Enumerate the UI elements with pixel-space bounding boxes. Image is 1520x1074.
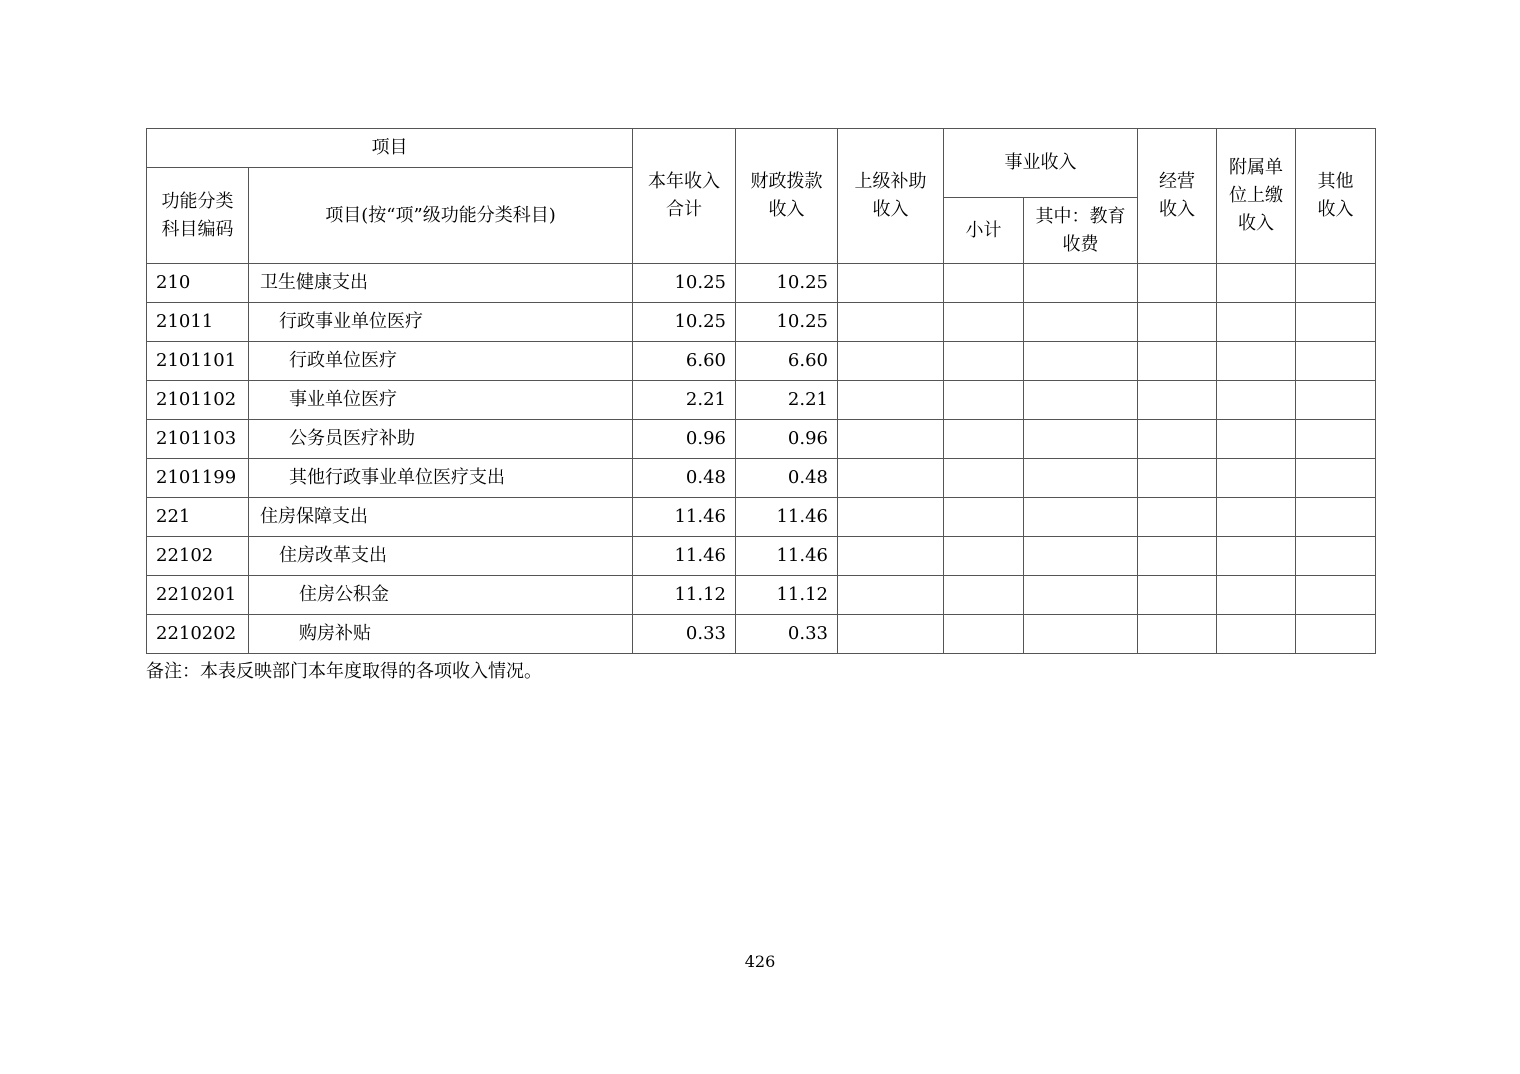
header-business-income: 事业收入 [944, 129, 1138, 198]
empty-cell [1024, 420, 1138, 459]
row-total: 6.60 [633, 342, 736, 381]
page-number: 426 [744, 952, 776, 971]
row-code: 2101101 [147, 342, 249, 381]
row-total: 10.25 [633, 303, 736, 342]
table-row [147, 420, 1376, 459]
row-fiscal: 2.21 [736, 381, 838, 420]
header-superior-subsidy: 上级补助 收入 [838, 129, 944, 264]
empty-cell [1296, 342, 1376, 381]
row-code: 2101199 [147, 459, 249, 498]
empty-cell [1024, 381, 1138, 420]
header-fiscal-income: 财政拨款 收入 [736, 129, 838, 264]
table-row [147, 615, 1376, 654]
table-row [147, 459, 1376, 498]
row-fiscal: 6.60 [736, 342, 838, 381]
empty-cell [1024, 264, 1138, 303]
empty-cell [1217, 498, 1296, 537]
empty-cell [838, 576, 944, 615]
row-fiscal: 10.25 [736, 264, 838, 303]
empty-cell [1217, 459, 1296, 498]
empty-cell [1138, 303, 1217, 342]
row-total: 0.96 [633, 420, 736, 459]
row-code: 2101102 [147, 381, 249, 420]
empty-cell [1024, 342, 1138, 381]
empty-cell [1296, 576, 1376, 615]
row-name: 住房改革支出 [249, 537, 633, 576]
row-name: 购房补贴 [249, 615, 633, 654]
header-education-fee: 其中：教育 收费 [1024, 198, 1138, 264]
table-row [147, 264, 1376, 303]
empty-cell [1138, 342, 1217, 381]
empty-cell [1217, 615, 1296, 654]
row-name: 其他行政事业单位医疗支出 [249, 459, 633, 498]
row-name: 住房公积金 [249, 576, 633, 615]
row-name: 卫生健康支出 [249, 264, 633, 303]
row-name: 行政单位医疗 [249, 342, 633, 381]
empty-cell [1296, 420, 1376, 459]
table-row [147, 342, 1376, 381]
row-fiscal: 0.48 [736, 459, 838, 498]
empty-cell [944, 303, 1024, 342]
empty-cell [944, 264, 1024, 303]
empty-cell [1217, 264, 1296, 303]
row-code: 21011 [147, 303, 249, 342]
empty-cell [1296, 498, 1376, 537]
row-fiscal: 10.25 [736, 303, 838, 342]
row-name: 公务员医疗补助 [249, 420, 633, 459]
empty-cell [1138, 537, 1217, 576]
empty-cell [944, 576, 1024, 615]
empty-cell [838, 537, 944, 576]
row-total: 10.25 [633, 264, 736, 303]
row-code: 2210201 [147, 576, 249, 615]
empty-cell [838, 303, 944, 342]
row-total: 11.12 [633, 576, 736, 615]
empty-cell [838, 498, 944, 537]
empty-cell [944, 381, 1024, 420]
row-total: 2.21 [633, 381, 736, 420]
row-code: 22102 [147, 537, 249, 576]
empty-cell [1296, 459, 1376, 498]
empty-cell [1138, 576, 1217, 615]
empty-cell [1217, 576, 1296, 615]
empty-cell [1138, 420, 1217, 459]
row-name: 行政事业单位医疗 [249, 303, 633, 342]
row-total: 11.46 [633, 537, 736, 576]
empty-cell [1217, 420, 1296, 459]
header-code: 功能分类 科目编码 [147, 168, 249, 264]
empty-cell [944, 459, 1024, 498]
empty-cell [1217, 381, 1296, 420]
empty-cell [1138, 459, 1217, 498]
empty-cell [1024, 498, 1138, 537]
row-fiscal: 11.46 [736, 498, 838, 537]
empty-cell [838, 381, 944, 420]
header-total-income: 本年收入 合计 [633, 129, 736, 264]
empty-cell [1296, 381, 1376, 420]
row-fiscal: 0.96 [736, 420, 838, 459]
header-operating-income: 经营 收入 [1138, 129, 1217, 264]
empty-cell [838, 615, 944, 654]
empty-cell [1138, 498, 1217, 537]
table-row [147, 381, 1376, 420]
empty-cell [1296, 264, 1376, 303]
table-note: 备注：本表反映部门本年度取得的各项收入情况。 [146, 661, 542, 682]
empty-cell [1217, 342, 1296, 381]
empty-cell [944, 342, 1024, 381]
empty-cell [1024, 303, 1138, 342]
empty-cell [1024, 615, 1138, 654]
empty-cell [1024, 459, 1138, 498]
row-code: 2210202 [147, 615, 249, 654]
table-row [147, 303, 1376, 342]
empty-cell [1138, 381, 1217, 420]
table-row [147, 498, 1376, 537]
row-name: 事业单位医疗 [249, 381, 633, 420]
empty-cell [838, 264, 944, 303]
empty-cell [1024, 537, 1138, 576]
table-row [147, 537, 1376, 576]
header-row-1 [147, 129, 1376, 168]
empty-cell [1296, 537, 1376, 576]
empty-cell [1296, 303, 1376, 342]
empty-cell [944, 615, 1024, 654]
row-fiscal: 11.12 [736, 576, 838, 615]
empty-cell [1296, 615, 1376, 654]
empty-cell [944, 498, 1024, 537]
empty-cell [944, 537, 1024, 576]
empty-cell [1138, 615, 1217, 654]
row-fiscal: 11.46 [736, 537, 838, 576]
empty-cell [944, 420, 1024, 459]
row-code: 2101103 [147, 420, 249, 459]
row-code: 221 [147, 498, 249, 537]
row-name: 住房保障支出 [249, 498, 633, 537]
income-table [146, 128, 1376, 654]
header-affiliate-income: 附属单 位上缴 收入 [1217, 129, 1296, 264]
empty-cell [1217, 303, 1296, 342]
empty-cell [1024, 576, 1138, 615]
header-item-name: 项目(按“项”级功能分类科目) [249, 168, 633, 264]
header-other-income: 其他 收入 [1296, 129, 1376, 264]
row-total: 0.48 [633, 459, 736, 498]
row-total: 0.33 [633, 615, 736, 654]
header-project: 项目 [147, 129, 633, 168]
empty-cell [1217, 537, 1296, 576]
table-row [147, 576, 1376, 615]
empty-cell [838, 459, 944, 498]
empty-cell [1138, 264, 1217, 303]
row-code: 210 [147, 264, 249, 303]
empty-cell [838, 342, 944, 381]
row-total: 11.46 [633, 498, 736, 537]
header-subtotal: 小计 [944, 198, 1024, 264]
empty-cell [838, 420, 944, 459]
row-fiscal: 0.33 [736, 615, 838, 654]
